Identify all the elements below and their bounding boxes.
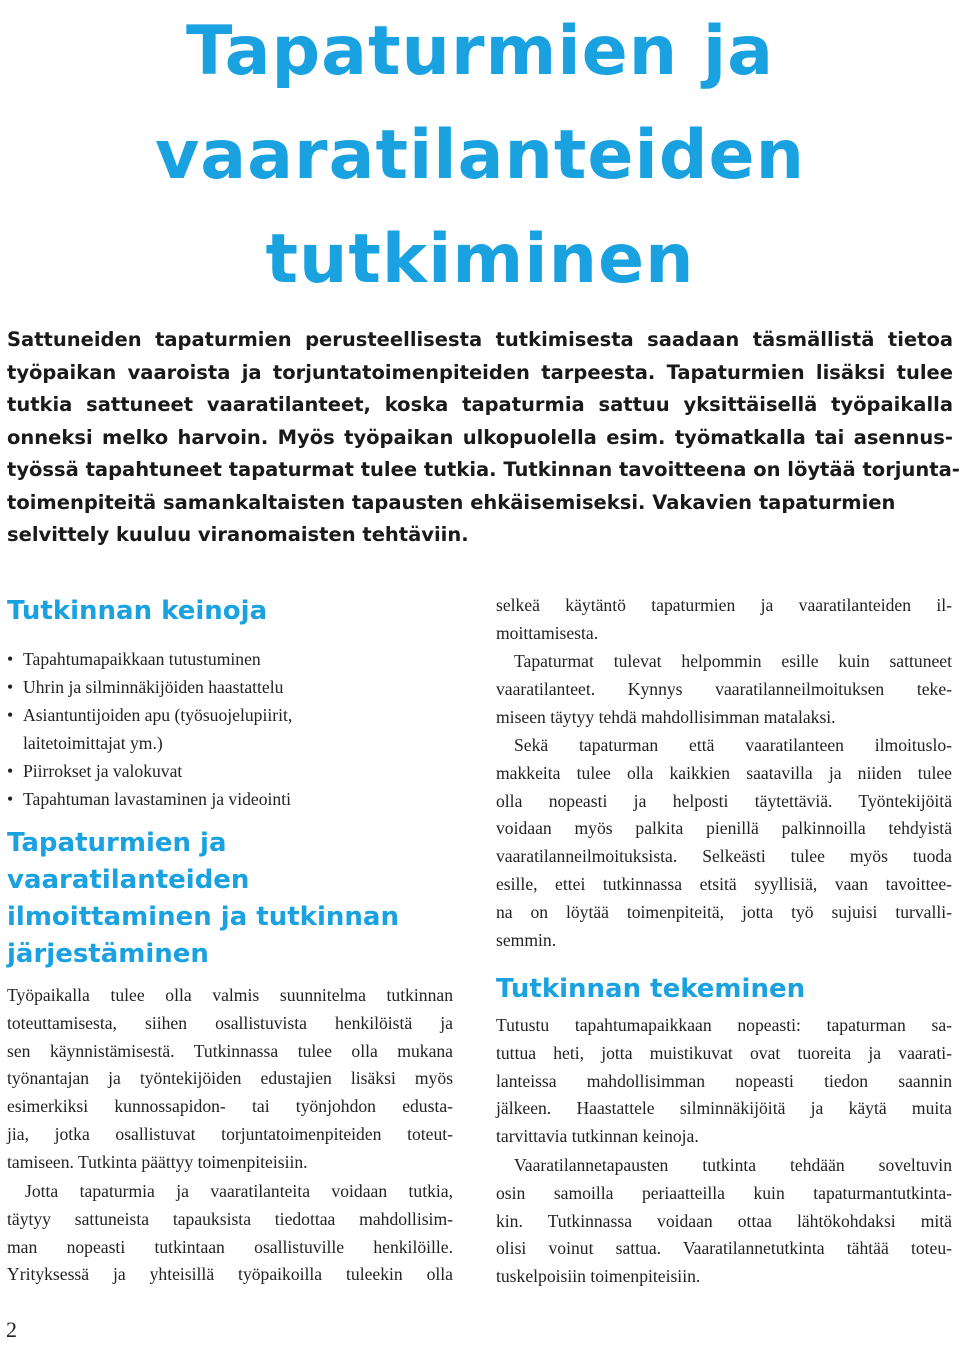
list-item: • Piirrokset ja valokuvat (7, 757, 467, 785)
text-line: tarvittavia tutkinnan keinoja. (496, 1126, 699, 1147)
page-number: 2 (6, 1317, 17, 1342)
keinoja-heading: Tutkinnan keinoja (7, 596, 268, 626)
intro-line: selvittely kuuluu viranomaisten tehtäviin. (7, 523, 469, 546)
left-paragraph-2 (7, 1178, 453, 1289)
intro-paragraph (7, 324, 960, 552)
left-paragraph-1 (7, 982, 453, 1177)
text-line: esimerkiksi kunnossapidon- tai työnjohdon edusta- (7, 1096, 453, 1117)
text-line: Tutustu tapahtumapaikkaan nopeasti: tapaturman sa- (496, 1015, 952, 1035)
heading-line: ilmoittaminen ja tutkinnan (7, 902, 399, 932)
intro-line: tutkia sattuneet vaaratilanteet, koska tapaturmia sattuu yksittäisellä työpaikalla (7, 393, 953, 416)
title-line: Tapaturmien ja (185, 12, 775, 91)
text-line: esille, ettei tutkinnassa etsitä syyllisiä, vaan tavoittee- (496, 873, 952, 894)
tekeminen-heading: Tutkinnan tekeminen (496, 974, 806, 1004)
text-line: Jotta tapaturmia ja vaaratilanteita voidaan tutkia, (25, 1181, 453, 1201)
list-item: • Tapahtumapaikkaan tutustuminen (7, 645, 467, 673)
text-line: osin samoilla periaatteilla kuin tapaturmantutkinta- (496, 1182, 952, 1203)
text-line: miseen täytyy tehdä mahdollisimman matalaksi. (496, 706, 836, 727)
text-line: sen käynnistämisestä. Tutkinnassa tulee olla mukana (7, 1040, 453, 1061)
right-paragraph-4 (496, 1012, 952, 1151)
text-line: tuttua heti, jotta muistikuvat ovat tuoreita ja vaarati- (496, 1042, 952, 1063)
intro-line: onneksi melko harvoin. Myös työpaikan ulkopuolella esim. työmatkalla tai asennus- (7, 425, 953, 449)
right-paragraph-3 (496, 732, 952, 954)
text-line: kin. Tutkinnassa voidaan ottaa lähtökohdaksi mitä (496, 1210, 952, 1231)
heading-line: vaaratilanteiden (7, 865, 250, 895)
list-item: • Uhrin ja silminnäkijöiden haastattelu (7, 673, 467, 701)
ilmoittaminen-heading (7, 825, 399, 973)
list-item: • Tapahtuman lavastaminen ja videointi (7, 785, 467, 813)
text-line: na on löytää toimenpiteitä, jotta työ sujuisi turvalli- (496, 901, 952, 922)
text-line: Tapaturmat tulevat helpommin esille kuin sattuneet (514, 651, 952, 671)
heading-line: järjestäminen (7, 939, 209, 969)
text-line: moittamisesta. (496, 622, 599, 643)
text-line: makkeita tulee olla kaikkien saatavilla ja niiden tulee (496, 762, 952, 783)
keinoja-list (7, 645, 467, 813)
text-line: Vaaratilannetapausten tutkinta tehdään soveltuvin (514, 1155, 952, 1175)
text-line: man nopeasti tutkintaan osallistuville henkilöille. (7, 1236, 453, 1257)
text-line: lanteissa mahdollisimman nopeasti tiedon saannin (496, 1070, 952, 1091)
text-line: vaaratilanneilmoituksista. Selkeästi tulee myös tuoda (496, 846, 952, 867)
right-paragraph-2 (496, 648, 952, 731)
text-line: tuskelpoisiin toimenpiteisiin. (496, 1266, 701, 1287)
intro-line: Sattuneiden tapaturmien perusteellisesta tutkimisesta saadaan täsmällistä tietoa (7, 328, 953, 351)
list-item-continuation: laitetoimittajat ym.) (23, 733, 163, 753)
list-item: • Asiantuntijoiden apu (työsuojelupiirit, (7, 701, 467, 729)
right-paragraph-1 (496, 592, 952, 648)
text-line: voidaan myös palkita pienillä palkinnoilla tehdyistä (496, 818, 952, 839)
text-line: työnantajan ja työntekijöiden edustajien lisäksi myös (7, 1068, 453, 1089)
title-line: vaaratilanteiden (154, 116, 806, 195)
text-line: semmin. (496, 929, 557, 950)
text-line: tamiseen. Tutkinta päättyy toimenpiteisiin. (7, 1151, 308, 1172)
intro-line: työssä tapahtuneet tapaturmat tulee tutkia. Tutkinnan tavoitteena on löytää torjunta- (7, 458, 960, 481)
title-line: tutkiminen (265, 220, 695, 299)
text-line: jia, jotka osallistuvat torjuntatoimenpiteiden toteut- (7, 1123, 453, 1144)
text-line: jälkeen. Haastattele silminnäkijöitä ja käytä muita (496, 1098, 952, 1119)
intro-line: työpaikan vaaroista ja torjuntatoimenpiteiden tarpeesta. Tapaturmien lisäksi tulee (7, 360, 953, 384)
text-line: Yrityksessä ja yhteisillä työpaikoilla tuleekin olla (7, 1264, 453, 1285)
text-line: Työpaikalla tulee olla valmis suunnitelma tutkinnan (7, 985, 453, 1005)
text-line: täytyy sattuneista tapauksista tiedottaa mahdollisim- (7, 1208, 453, 1229)
intro-line: toimenpiteitä samankaltaisten tapausten ehkäisemiseksi. Vakavien tapaturmien (7, 490, 896, 514)
heading-line: Tapaturmien ja (7, 828, 227, 858)
text-line: Sekä tapaturman että vaaratilanteen ilmoituslo- (514, 735, 952, 755)
page-title (0, 0, 960, 312)
text-line: selkeä käytäntö tapaturmien ja vaaratilanteiden il- (496, 595, 952, 615)
text-line: toteuttamisesta, siihen osallistuvista henkilöistä ja (7, 1012, 453, 1033)
text-line: olla nopeasti ja helposti täytettäviä. Työntekijöitä (496, 790, 952, 811)
text-line: olisi voinut sattua. Vaaratilannetutkinta tähtää toteu- (496, 1238, 952, 1259)
text-line: vaaratilanteet. Kynnys vaaratilanneilmoituksen teke- (496, 678, 952, 699)
right-paragraph-5 (496, 1152, 952, 1291)
